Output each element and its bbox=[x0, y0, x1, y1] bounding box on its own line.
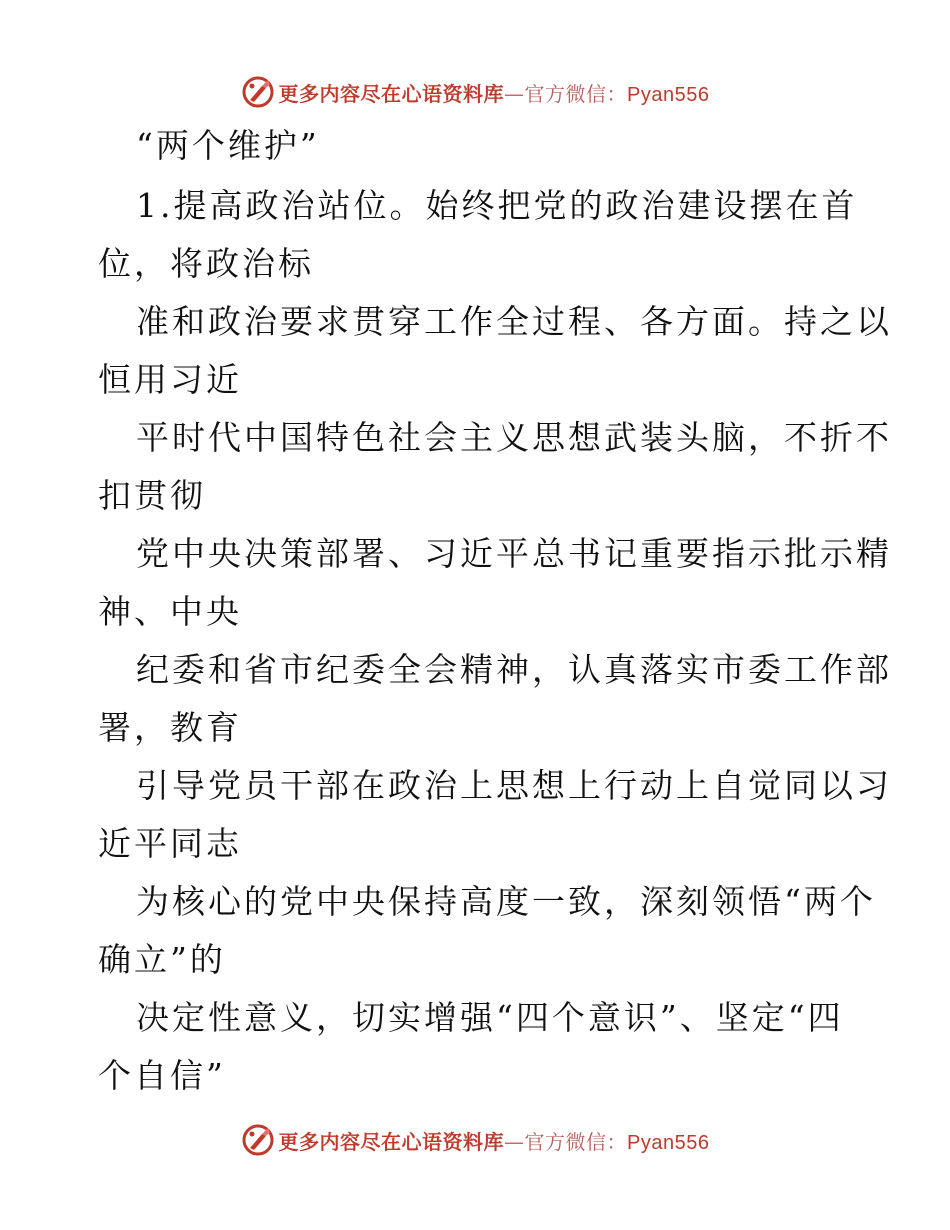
banner-brand: 更多内容尽在心语资料库 bbox=[278, 81, 505, 106]
text-line: 党中央决策部署、习近平总书记重要指示批示精 bbox=[136, 534, 892, 573]
text-line: 署，教育 bbox=[98, 708, 242, 747]
banner-wechat-id: Pyan556 bbox=[627, 83, 710, 106]
text-line: 决定性意义，切实增强“四个意识”、坚定“四 bbox=[136, 998, 844, 1037]
text-line: 扣贯彻 bbox=[98, 476, 206, 515]
text-line: 为核心的党中央保持高度一致，深刻领悟“两个 bbox=[136, 882, 876, 921]
banner-dash: — bbox=[504, 81, 525, 106]
text-line: 引导党员干部在政治上思想上行动上自觉同以习 bbox=[136, 766, 892, 805]
text-line: 神、中央 bbox=[98, 592, 242, 631]
text-line: 确立”的 bbox=[98, 940, 226, 979]
text-line: 恒用习近 bbox=[98, 360, 242, 399]
text-line: “两个维护” bbox=[136, 126, 320, 165]
text-line: 1.提高政治站位。始终把党的政治建设摆在首 bbox=[136, 186, 858, 225]
banner-dash: — bbox=[504, 1129, 525, 1154]
text-line: 位，将政治标 bbox=[98, 244, 314, 283]
header-banner bbox=[0, 72, 950, 112]
text-line: 近平同志 bbox=[98, 824, 242, 863]
banner-wechat-id: Pyan556 bbox=[627, 1131, 710, 1154]
pen-leaf-logo-icon bbox=[241, 75, 275, 109]
text-line: 个自信” bbox=[98, 1056, 226, 1095]
banner-text bbox=[279, 1126, 710, 1155]
text-line: 平时代中国特色社会主义思想武装头脑，不折不 bbox=[136, 418, 892, 457]
banner-text bbox=[279, 78, 710, 107]
text-line: 纪委和省市纪委全会精神，认真落实市委工作部 bbox=[136, 650, 892, 689]
text-line: 准和政治要求贯穿工作全过程、各方面。持之以 bbox=[136, 302, 892, 341]
footer-banner bbox=[0, 1120, 950, 1160]
banner-brand: 更多内容尽在心语资料库 bbox=[278, 1129, 505, 1154]
banner-wechat-label: 官方微信： bbox=[524, 81, 628, 106]
pen-leaf-logo-icon bbox=[241, 1123, 275, 1157]
banner-wechat-label: 官方微信： bbox=[524, 1129, 628, 1154]
